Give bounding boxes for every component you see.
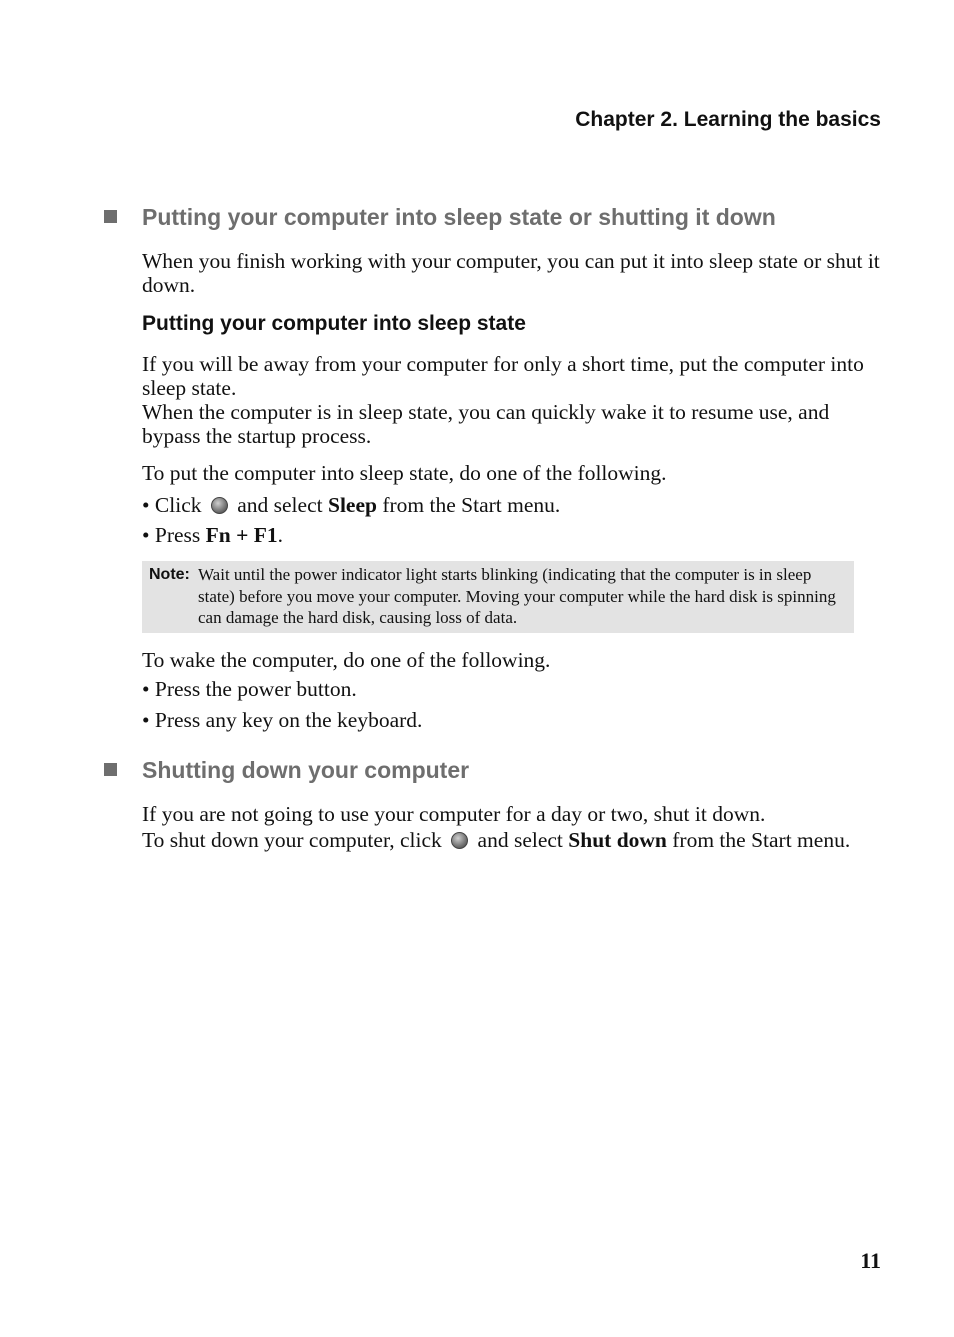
- section-bullet-square-icon: [104, 210, 117, 223]
- section-intro: When you finish working with your computer, you can put it into sleep state or shut it down.: [142, 249, 880, 297]
- section-title: Shutting down your computer: [142, 757, 470, 783]
- section-heading-shutdown: [104, 757, 469, 784]
- windows-start-icon: [211, 497, 228, 514]
- chapter-header: Chapter 2. Learning the basics: [575, 108, 881, 131]
- sleep-bullet-click-start: [142, 493, 560, 517]
- shutdown-text-post: from the Start menu.: [672, 828, 851, 852]
- subsection-title-sleep: Putting your computer into sleep state: [142, 312, 526, 335]
- wake-intro: To wake the computer, do one of the following.: [142, 648, 551, 672]
- sleep-paragraph-2: When the computer is in sleep state, you can quickly wake it to resume use, and bypass the startup process.: [142, 400, 830, 448]
- shutdown-paragraph-2: [142, 828, 882, 852]
- bullet-bold-sleep: Sleep: [327, 493, 377, 517]
- windows-start-icon: [451, 832, 468, 849]
- shutdown-bold: Shut down: [568, 828, 667, 852]
- bullet-text-pre: • Click: [142, 493, 202, 517]
- wake-bullet-any-key: • Press any key on the keyboard.: [142, 708, 423, 732]
- note-box: [142, 561, 854, 633]
- section-title: Putting your computer into sleep state or shutting it down: [142, 204, 776, 230]
- sleep-paragraph-1: If you will be away from your computer for only a short time, put the computer into sleep state.: [142, 352, 864, 400]
- shutdown-text-pre: To shut down your computer, click: [142, 828, 442, 852]
- note-text: Wait until the power indicator light starts blinking (indicating that the computer is in sleep state) before you move your computer. Moving your computer while the hard disk is spinning can damage the hard disk, causing loss of data.: [198, 565, 836, 627]
- bullet-text-mid: and select: [237, 493, 323, 517]
- bullet-text-pre: • Press: [142, 523, 201, 547]
- bullet-text-post: from the Start menu.: [382, 493, 561, 517]
- wake-bullet-power-button: • Press the power button.: [142, 677, 357, 701]
- bullet-text-post: .: [277, 523, 284, 547]
- shutdown-paragraph-1: If you are not going to use your computer for a day or two, shut it down.: [142, 802, 766, 826]
- sleep-bullet-press-fn-f1: [142, 523, 283, 547]
- shutdown-text-mid: and select: [477, 828, 563, 852]
- note-label: Note:: [149, 566, 190, 583]
- sleep-paragraph-3: To put the computer into sleep state, do one of the following.: [142, 461, 667, 485]
- section-bullet-square-icon: [104, 763, 117, 776]
- bullet-bold-keys: Fn + F1: [205, 523, 278, 547]
- section-heading-sleep-or-shutdown: [104, 204, 776, 231]
- page-number: 11: [860, 1248, 881, 1273]
